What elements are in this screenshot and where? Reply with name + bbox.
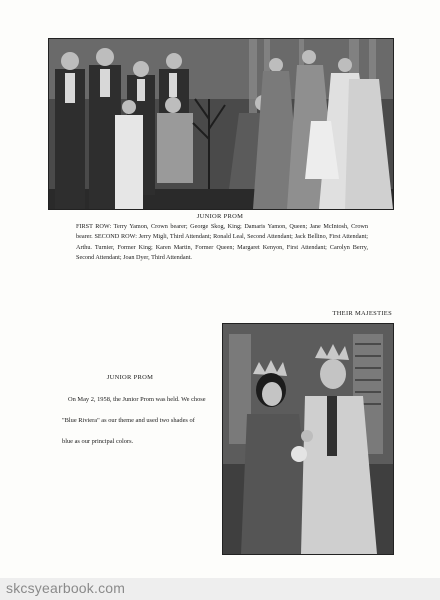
- prom-court-photo-drawing: [49, 39, 393, 209]
- prom-caption-title: JUNIOR PROM: [196, 213, 244, 220]
- prom-caption-body: FIRST ROW: Terry Yamon, Crown bearer; George Skog, King; Damaris Yamon, Queen; Jane McIntosh, Crown bearer. SECOND ROW: Jerry Migli, Third Attendant; Ronald Leal, Second Attendant; Jack Bellino, First Attendant; Arthu. Turnier, Former King; Karen Martin, Former Queen; Margaret Kenyon, First Attendant; Carolyn Berry, Second Attendant; Joan Dyer, Third Attendant.: [76, 223, 368, 261]
- story-body: [62, 389, 206, 452]
- prom-court-photo: [48, 38, 394, 210]
- story-title: JUNIOR PROM: [106, 374, 154, 381]
- king-queen-photo: [222, 323, 394, 555]
- story-paragraph: On May 2, 1958, the Junior Prom was held. We chose "Blue Riviera" as our theme and used two shades of blue as our principal colors.: [62, 396, 206, 445]
- king-queen-photo-drawing: [223, 324, 393, 554]
- majesties-title: THEIR MAJESTIES: [332, 310, 392, 317]
- watermark-text: skcsyearbook.com: [6, 580, 126, 596]
